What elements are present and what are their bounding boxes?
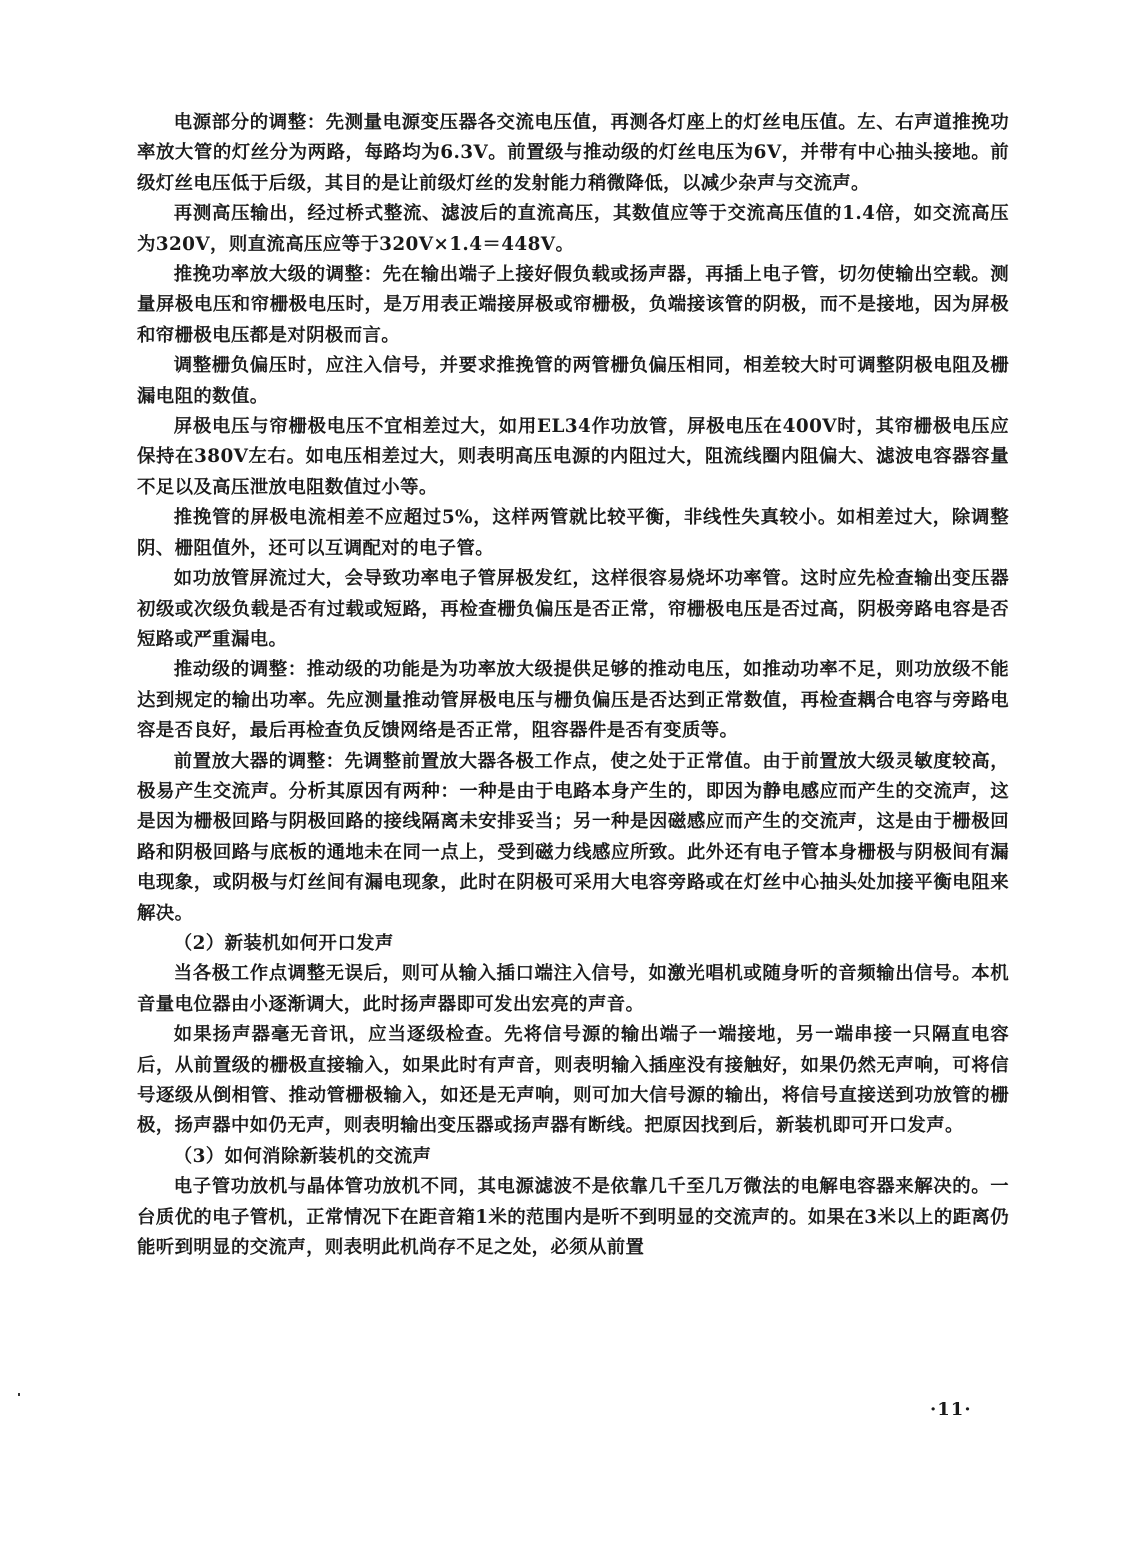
paragraph-plate-current-balance: 推挽管的屏极电流相差不应超过5%，这样两管就比较平衡，非线性失真较小。如相差过大，除调整阴、栅阻值外，还可以互调配对的电子管。 [137,507,1009,559]
paragraph-power-supply-adjustment: 电源部分的调整：先测量电源变压器各交流电压值，再测各灯座上的灯丝电压值。左、右声道推挽功率放大管的灯丝分为两路，每路均为6.3V。前置级与推动级的灯丝电压为6V，并带有中心抽头接地。前级灯丝电压低于后级，其目的是让前级灯丝的发射能力稍微降低，以减少杂声与交流声。 [137,112,1009,194]
body-text [137,108,1009,1263]
paragraph-excess-plate-current: 如功放管屏流过大，会导致功率电子管屏极发红，这样很容易烧坏功率管。这时应先检查输出变压器初级或次级负载是否有过载或短路，再检查栅负偏压是否正常，帘栅极电压是否过高，阴极旁路电容是否短路或严重漏电。 [137,568,1009,650]
paragraph-stage-by-stage-check: 如果扬声器毫无音讯，应当逐级检查。先将信号源的输出端子一端接地，另一端串接一只隔直电容后，从前置级的栅极直接输入，如果此时有声音，则表明输入插座没有接触好，如果仍然无声响，可将信号逐级从倒相管、推动管栅极输入，如还是无声响，则可加大信号源的输出，将信号直接送到功放管的栅极，扬声器中如仍无声，则表明输出变压器或扬声器有断线。把原因找到后，新装机即可开口发声。 [137,1024,1009,1137]
paragraph-driver-stage-adjustment: 推动级的调整：推动级的功能是为功率放大级提供足够的推动电压，如推动功率不足，则功放级不能达到规定的输出功率。先应测量推动管屏极电压与栅负偏压是否达到正常数值，再检查耦合电容与旁路电容是否良好，最后再检查负反馈网络是否正常，阻容器件是否有变质等。 [137,659,1009,742]
paragraph-grid-bias-adjustment: 调整栅负偏压时，应注入信号，并要求推挽管的两管栅负偏压相同，相差较大时可调整阴极电阻及栅漏电阻的数值。 [137,355,1009,407]
paragraph-high-voltage-output: 再测高压输出，经过桥式整流、滤波后的直流高压，其数值应等于交流高压值的1.4倍，如交流高压为320V，则直流高压应等于320V×1.4＝448V。 [137,203,1009,255]
paragraph-push-pull-stage-adjustment: 推挽功率放大级的调整：先在输出端子上接好假负载或扬声器，再插上电子管，切勿使输出空载。测量屏极电压和帘栅极电压时，是万用表正端接屏极或帘栅极，负端接该管的阴极，而不是接地，因为屏极和帘栅极电压都是对阴极而言。 [137,264,1009,346]
paragraph-signal-injection: 当各极工作点调整无误后，则可从输入插口端注入信号，如激光唱机或随身听的音频输出信号。本机音量电位器由小逐渐调大，此时扬声器即可发出宏亮的声音。 [137,963,1009,1015]
page-number: ·11· [930,1399,972,1420]
section-heading-first-sound: （2）新装机如何开口发声 [173,932,394,954]
paragraph-plate-screen-voltage: 屏极电压与帘栅极电压不宜相差过大，如用EL34作功放管，屏极电压在400V时，其帘栅极电压应保持在380V左右。如电压相差过大，则表明高压电源的内阻过大，阻流线圈内阻偏大、滤波电容器容量不足以及高压泄放电阻数值过小等。 [137,416,1009,498]
paragraph-hum-removal-intro: 电子管功放机与晶体管功放机不同，其电源滤波不是依靠几千至几万微法的电解电容器来解决的。一台质优的电子管机，正常情况下在距音箱1米的范围内是听不到明显的交流声的。如果在3米以上的距离仍能听到明显的交流声，则表明此机尚存不足之处，必须从前置 [137,1176,1009,1259]
scan-speck [18,1393,20,1396]
paragraph-preamp-adjustment: 前置放大器的调整：先调整前置放大器各极工作点，使之处于正常值。由于前置放大级灵敏度较高，极易产生交流声。分析其原因有两种：一种是由于电路本身产生的，即因为静电感应而产生的交流声，这是因为栅极回路与阴极回路的接线隔离未安排妥当；另一种是因磁感应而产生的交流声，这是由于栅极回路和阴极回路与底板的通地未在同一点上，受到磁力线感应所致。此外还有电子管本身栅极与阴极间有漏电现象，或阴极与灯丝间有漏电现象，此时在阴极可采用大电容旁路或在灯丝中心抽头处加接平衡电阻来解决。 [137,750,1009,924]
section-heading-hum-removal: （3）如何消除新装机的交流声 [173,1145,432,1167]
